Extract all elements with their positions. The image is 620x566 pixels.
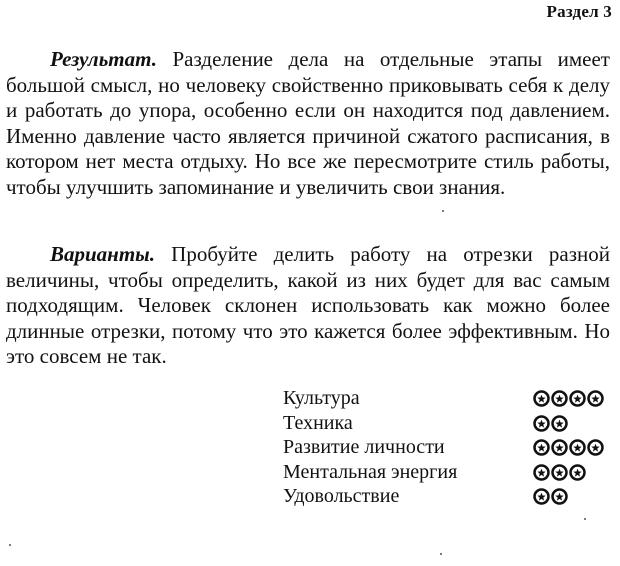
rating-row xyxy=(283,460,615,485)
paragraph-text-result: Разделение дела на отдельные этапы имеет большой смысл, но человеку свойственно приковывать себя к делу и работать до упора, особенно если он находится под давлением. Именно давление часто является причиной сжатого расписания, в котором нет места отдыху. Но все же пересмотрите стиль работы, чтобы улучшить запоминание и увеличить свои знания. xyxy=(6,47,610,199)
paragraph-result xyxy=(6,47,610,201)
rating-label: Развитие личности xyxy=(283,436,445,458)
rating-row xyxy=(283,411,615,436)
section-label: Раздел 3 xyxy=(546,2,612,21)
circled-star-icon xyxy=(533,390,550,407)
paragraph-variants xyxy=(6,242,610,370)
circled-star-icon xyxy=(551,488,568,505)
rating-row xyxy=(283,386,615,411)
rating-label: Удовольствие xyxy=(283,485,400,507)
circled-star-icon xyxy=(533,439,550,456)
scan-speck xyxy=(442,210,444,212)
rating-stars xyxy=(533,439,604,457)
rating-label: Культура xyxy=(283,387,360,409)
paragraph-lead-variants: Варианты. xyxy=(50,242,155,266)
circled-star-icon xyxy=(569,464,586,481)
paragraph-text-variants: Пробуйте делить работу на отрезки разной величины, чтобы определить, какой из них будет для вас самым подходящим. Человек склонен использовать как можно более длинные отрезки, потому что это кажется более эффективным. Но это совсем не так. xyxy=(6,242,610,369)
ratings-table xyxy=(283,386,615,509)
scan-speck xyxy=(9,544,11,546)
circled-star-icon xyxy=(551,390,568,407)
paragraph-lead-result: Результат. xyxy=(50,47,157,71)
circled-star-icon xyxy=(569,390,586,407)
circled-star-icon xyxy=(533,488,550,505)
circled-star-icon xyxy=(569,439,586,456)
rating-row xyxy=(283,435,615,460)
rating-stars xyxy=(533,415,568,433)
circled-star-icon xyxy=(587,390,604,407)
rating-stars xyxy=(533,390,604,408)
circled-star-icon xyxy=(587,439,604,456)
circled-star-icon xyxy=(533,464,550,481)
circled-star-icon xyxy=(533,415,550,432)
circled-star-icon xyxy=(551,439,568,456)
rating-label: Ментальная энергия xyxy=(283,460,458,483)
rating-stars xyxy=(533,488,568,506)
rating-row xyxy=(283,484,615,509)
circled-star-icon xyxy=(551,415,568,432)
circled-star-icon xyxy=(551,464,568,481)
scan-speck xyxy=(584,518,586,520)
rating-label: Техника xyxy=(283,411,353,434)
scan-speck xyxy=(440,553,442,555)
rating-stars xyxy=(533,464,586,482)
